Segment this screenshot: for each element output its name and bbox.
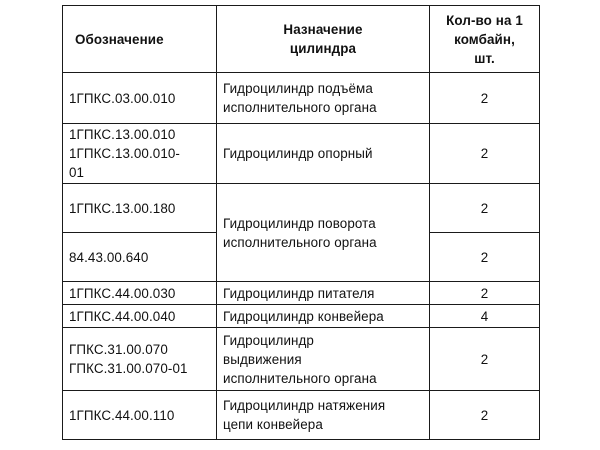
table-row: [63, 184, 540, 233]
purpose-text: Гидроцилиндр конвейера: [223, 308, 384, 324]
purpose-text: Гидроцилиндр подъёма: [223, 81, 373, 96]
row-quantity: 2: [430, 124, 540, 184]
table-row: [63, 282, 540, 305]
designation-text: 1ГПКС.44.00.040: [69, 308, 176, 324]
purpose-text: Гидроцилиндр: [223, 332, 314, 348]
purpose-text: Гидроцилиндр питателя: [223, 285, 375, 301]
header-quantity: [430, 6, 540, 73]
row-quantity: 2: [430, 73, 540, 124]
table-row: [63, 391, 540, 440]
cylinder-table-container: [62, 5, 539, 440]
row-designation: [63, 305, 217, 328]
row-designation: [63, 328, 217, 391]
purpose-text: выдвижения: [223, 351, 302, 367]
designation-text: 1ГПКС.13.00.010-: [69, 146, 180, 161]
row-quantity: 2: [430, 184, 540, 233]
designation-text: 01: [69, 165, 85, 180]
purpose-text: исполнительного органа: [223, 234, 377, 250]
header-quantity-line1: Кол-во на 1: [446, 12, 523, 28]
row-purpose: [217, 391, 430, 440]
purpose-text: исполнительного органа: [223, 370, 377, 386]
header-quantity-line3: шт.: [474, 50, 495, 66]
header-purpose-line1: Назначение: [283, 22, 363, 37]
row-designation: [63, 184, 217, 233]
row-designation: [63, 73, 217, 124]
designation-text: 1ГПКС.44.00.110: [69, 407, 175, 423]
table-row: [63, 73, 540, 124]
header-designation: [63, 6, 217, 73]
table-row: [63, 124, 540, 184]
row-quantity: 2: [430, 391, 540, 440]
purpose-text: исполнительного органа: [223, 100, 377, 115]
row-designation: [63, 391, 217, 440]
purpose-text: Гидроцилиндр опорный: [223, 146, 373, 161]
row-purpose: [217, 73, 430, 124]
designation-text: 1ГПКС.13.00.180: [69, 200, 176, 216]
row-quantity: 4: [430, 305, 540, 328]
row-purpose: [217, 305, 430, 328]
purpose-text: Гидроцилиндр натяжения: [223, 398, 386, 413]
table-row: [63, 328, 540, 391]
row-purpose: [217, 328, 430, 391]
purpose-text: Гидроцилиндр поворота: [223, 215, 376, 231]
header-purpose: [217, 6, 430, 73]
designation-text: ГПКС.31.00.070: [69, 342, 168, 357]
table-row: [63, 305, 540, 328]
designation-text: 84.43.00.640: [69, 249, 149, 265]
table-header-row: [63, 6, 540, 73]
row-quantity: 2: [430, 328, 540, 391]
row-designation: [63, 282, 217, 305]
header-quantity-line2: комбайн,: [454, 31, 515, 47]
row-purpose: [217, 282, 430, 305]
row-purpose: [217, 124, 430, 184]
row-designation: [63, 233, 217, 282]
designation-text: 1ГПКС.13.00.010: [69, 127, 176, 142]
purpose-text: цепи конвейера: [223, 417, 323, 432]
row-quantity: 2: [430, 282, 540, 305]
row-purpose-merged: [217, 184, 430, 282]
designation-text: 1ГПКС.44.00.030: [69, 285, 176, 301]
header-designation-text: Обозначение: [75, 31, 164, 47]
hydraulic-cylinders-table: [62, 5, 540, 440]
header-purpose-line2: цилиндра: [289, 41, 357, 56]
designation-text: 1ГПКС.03.00.010: [69, 90, 176, 106]
row-designation: [63, 124, 217, 184]
row-quantity: 2: [430, 233, 540, 282]
designation-text: ГПКС.31.00.070-01: [69, 361, 188, 376]
